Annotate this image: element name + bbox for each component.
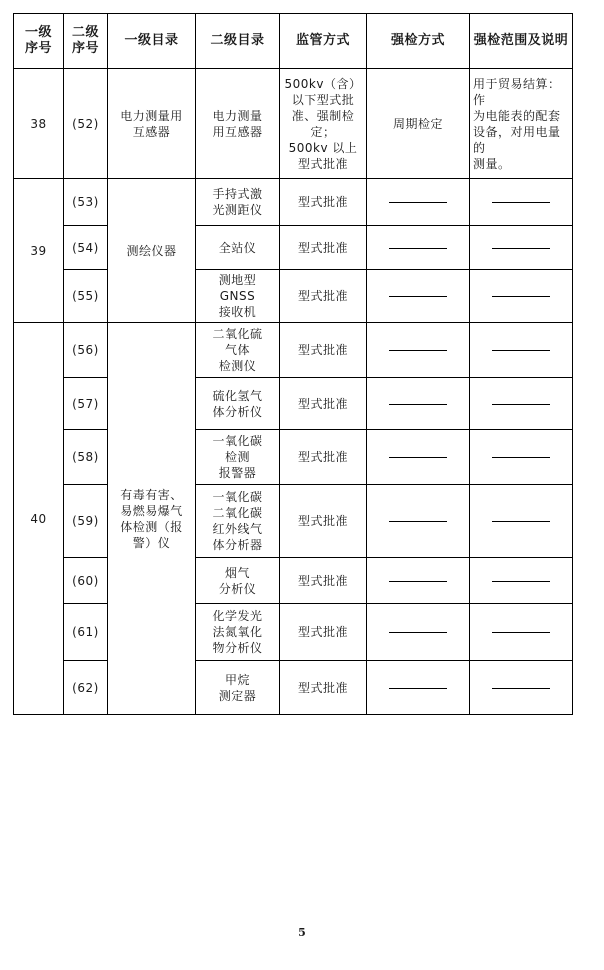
dash-line xyxy=(492,632,550,633)
table-row xyxy=(14,69,573,179)
level1-catalog: 有毒有害、 易燃易爆气 体检测（报 警）仪 xyxy=(108,323,196,715)
supervision-method: 型式批准 xyxy=(280,604,367,661)
mandatory-method-empty xyxy=(367,270,470,323)
header-row xyxy=(14,14,573,69)
header-level1-catalog: 一级目录 xyxy=(108,14,196,69)
mandatory-method-empty xyxy=(367,604,470,661)
table-row xyxy=(14,558,573,604)
supervision-method: 型式批准 xyxy=(280,179,367,226)
dash-line xyxy=(389,202,447,203)
scope-empty xyxy=(470,226,573,270)
level1-no: 40 xyxy=(14,323,64,715)
level2-no: (60) xyxy=(64,558,108,604)
mandatory-method-empty xyxy=(367,661,470,715)
level2-no: (54) xyxy=(64,226,108,270)
dash-line xyxy=(389,404,447,405)
scope-description: 用于贸易结算：作 为电能表的配套 设备，对用电量的 测量。 xyxy=(470,69,573,179)
supervision-method: 型式批准 xyxy=(280,485,367,558)
dash-line xyxy=(492,350,550,351)
dash-line xyxy=(389,521,447,522)
supervision-method: 型式批准 xyxy=(280,226,367,270)
level2-catalog: 烟气 分析仪 xyxy=(196,558,280,604)
table-row xyxy=(14,430,573,485)
scope-empty xyxy=(470,604,573,661)
scope-empty xyxy=(470,270,573,323)
mandatory-method-empty xyxy=(367,179,470,226)
mandatory-method-empty xyxy=(367,558,470,604)
level2-no: (57) xyxy=(64,378,108,430)
scope-empty xyxy=(470,558,573,604)
page-number: 5 xyxy=(298,926,306,939)
scope-empty xyxy=(470,661,573,715)
dash-line xyxy=(492,521,550,522)
level2-no: (62) xyxy=(64,661,108,715)
dash-line xyxy=(492,202,550,203)
table-row xyxy=(14,226,573,270)
supervision-method: 型式批准 xyxy=(280,270,367,323)
header-supervision: 监管方式 xyxy=(280,14,367,69)
table-row xyxy=(14,179,573,226)
level1-no: 39 xyxy=(14,179,64,323)
level2-catalog: 硫化氢气 体分析仪 xyxy=(196,378,280,430)
level2-no: (59) xyxy=(64,485,108,558)
catalog-table xyxy=(13,13,573,715)
mandatory-method-empty xyxy=(367,430,470,485)
header-mandatory-method: 强检方式 xyxy=(367,14,470,69)
level2-catalog: 电力测量 用互感器 xyxy=(196,69,280,179)
table-row xyxy=(14,604,573,661)
supervision-method: 型式批准 xyxy=(280,430,367,485)
level1-no: 38 xyxy=(14,69,64,179)
scope-empty xyxy=(470,485,573,558)
table-row xyxy=(14,485,573,558)
level2-no: (55) xyxy=(64,270,108,323)
header-level2-catalog: 二级目录 xyxy=(196,14,280,69)
supervision-method: 型式批准 xyxy=(280,558,367,604)
level2-catalog: 二氧化硫 气体 检测仪 xyxy=(196,323,280,378)
table-row xyxy=(14,323,573,378)
level2-catalog: 化学发光 法氮氧化 物分析仪 xyxy=(196,604,280,661)
supervision-method: 型式批准 xyxy=(280,378,367,430)
scope-empty xyxy=(470,179,573,226)
dash-line xyxy=(492,296,550,297)
table-row xyxy=(14,378,573,430)
dash-line xyxy=(492,457,550,458)
dash-line xyxy=(492,581,550,582)
supervision-method: 型式批准 xyxy=(280,661,367,715)
level1-catalog: 测绘仪器 xyxy=(108,179,196,323)
level2-catalog: 甲烷 测定器 xyxy=(196,661,280,715)
dash-line xyxy=(389,296,447,297)
scope-empty xyxy=(470,430,573,485)
level2-no: (53) xyxy=(64,179,108,226)
dash-line xyxy=(492,248,550,249)
dash-line xyxy=(389,457,447,458)
dash-line xyxy=(492,688,550,689)
header-level1-no: 一级 序号 xyxy=(14,14,64,69)
mandatory-method-empty xyxy=(367,485,470,558)
level2-no: (56) xyxy=(64,323,108,378)
dash-line xyxy=(389,581,447,582)
table-row xyxy=(14,270,573,323)
mandatory-method: 周期检定 xyxy=(367,69,470,179)
level2-catalog: 测地型 GNSS 接收机 xyxy=(196,270,280,323)
level2-catalog: 手持式激 光测距仪 xyxy=(196,179,280,226)
level2-no: (61) xyxy=(64,604,108,661)
level2-catalog: 一氧化碳 检测 报警器 xyxy=(196,430,280,485)
header-level2-no: 二级 序号 xyxy=(64,14,108,69)
dash-line xyxy=(389,632,447,633)
dash-line xyxy=(389,350,447,351)
table-row xyxy=(14,661,573,715)
level2-catalog: 全站仪 xyxy=(196,226,280,270)
level2-no: (58) xyxy=(64,430,108,485)
supervision-method: 型式批准 xyxy=(280,323,367,378)
scope-empty xyxy=(470,323,573,378)
dash-line xyxy=(492,404,550,405)
supervision-method: 500kv（含） 以下型式批 准、强制检 定； 500kv 以上 型式批准 xyxy=(280,69,367,179)
level2-catalog: 一氧化碳 二氧化碳 红外线气 体分析器 xyxy=(196,485,280,558)
mandatory-method-empty xyxy=(367,378,470,430)
scope-empty xyxy=(470,378,573,430)
level1-catalog: 电力测量用 互感器 xyxy=(108,69,196,179)
dash-line xyxy=(389,248,447,249)
dash-line xyxy=(389,688,447,689)
mandatory-method-empty xyxy=(367,323,470,378)
mandatory-method-empty xyxy=(367,226,470,270)
level2-no: (52) xyxy=(64,69,108,179)
header-scope: 强检范围及说明 xyxy=(470,14,573,69)
